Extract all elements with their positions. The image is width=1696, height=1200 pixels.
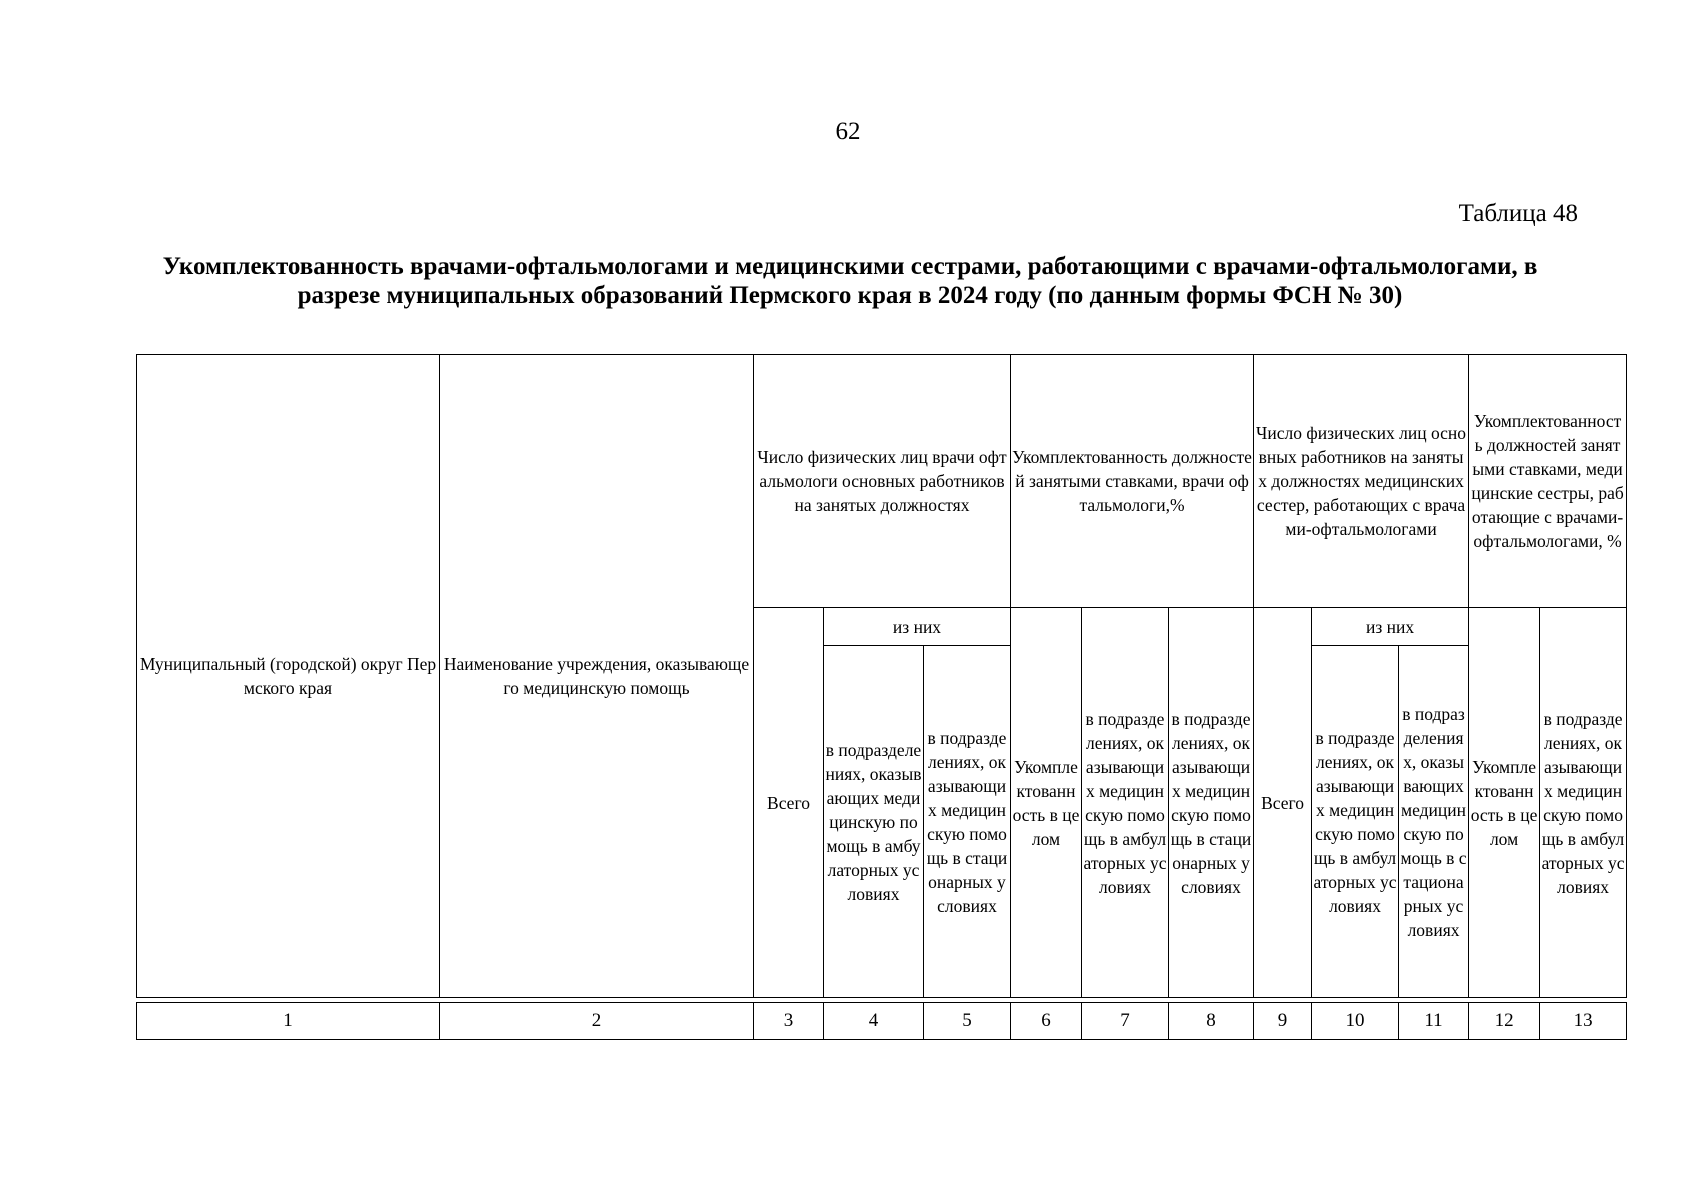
col-number: 11 xyxy=(1399,1003,1469,1040)
header-doctors-of-them: из них xyxy=(824,608,1011,646)
staffing-table xyxy=(136,354,1627,1040)
col-number: 5 xyxy=(924,1003,1011,1040)
table-label: Таблица 48 xyxy=(1458,200,1578,227)
header-nurses-count: Число физических лиц основных работников на занятых должностях медицинских сестер, работающих с врачами-офтальмологами xyxy=(1254,355,1469,608)
col-number: 13 xyxy=(1540,1003,1627,1040)
header-nurses-total: Всего xyxy=(1254,608,1312,998)
header-nurses-amb: в подразделениях, оказывающих медицинскую помощь в амбулаторных условиях xyxy=(1312,646,1399,998)
col-number: 8 xyxy=(1169,1003,1254,1040)
header-doctors-staffing: Укомплектованность должностей занятыми ставками, врачи офтальмологи,% xyxy=(1011,355,1254,608)
header-institution: Наименование учреждения, оказывающего медицинскую помощь xyxy=(440,355,754,998)
col-number: 6 xyxy=(1011,1003,1082,1040)
column-number-row xyxy=(137,1003,1627,1040)
header-nurses-staffing-amb: в подразделениях, оказывающих медицинскую помощь в амбулаторных условиях xyxy=(1540,608,1627,998)
document-title: Укомплектованность врачами-офтальмологами и медицинскими сестрами, работающими с врачами-офтальмологами, в разрезе муниципальных образований Пермского края в 2024 году (по данным формы ФСН № 30) xyxy=(162,253,1538,309)
header-doctors-staffing-amb: в подразделениях, оказывающих медицинскую помощь в амбулаторных условиях xyxy=(1082,608,1169,998)
header-nurses-staffing: Укомплектованность должностей занятыми ставками, медицинские сестры, работающие с врачами-офтальмологами, % xyxy=(1469,355,1627,608)
col-number: 4 xyxy=(824,1003,924,1040)
header-doctors-staffing-stat: в подразделениях, оказывающих медицинскую помощь в стационарных условиях xyxy=(1169,608,1254,998)
header-nurses-stat: в подразделениях, оказывающих медицинскую помощь в стационарных условиях xyxy=(1399,646,1469,998)
header-doctors-count: Число физических лиц врачи офтальмологи основных работников на занятых должностях xyxy=(754,355,1011,608)
page-number: 62 xyxy=(835,118,861,145)
header-municipality: Муниципальный (городской) округ Пермского края xyxy=(137,355,440,998)
header-nurses-of-them: из них xyxy=(1312,608,1469,646)
col-number: 10 xyxy=(1312,1003,1399,1040)
col-number: 12 xyxy=(1469,1003,1540,1040)
header-doctors-stat: в подразделениях, оказывающих медицинскую помощь в стационарных условиях xyxy=(924,646,1011,998)
col-number: 3 xyxy=(754,1003,824,1040)
header-doctors-total: Всего xyxy=(754,608,824,998)
header-doctors-overall: Укомплектованность в целом xyxy=(1011,608,1082,998)
col-number: 2 xyxy=(440,1003,754,1040)
col-number: 1 xyxy=(137,1003,440,1040)
col-number: 9 xyxy=(1254,1003,1312,1040)
header-doctors-amb: в подразделениях, оказывающих медицинскую помощь в амбулаторных условиях xyxy=(824,646,924,998)
col-number: 7 xyxy=(1082,1003,1169,1040)
header-nurses-overall: Укомплектованность в целом xyxy=(1469,608,1540,998)
